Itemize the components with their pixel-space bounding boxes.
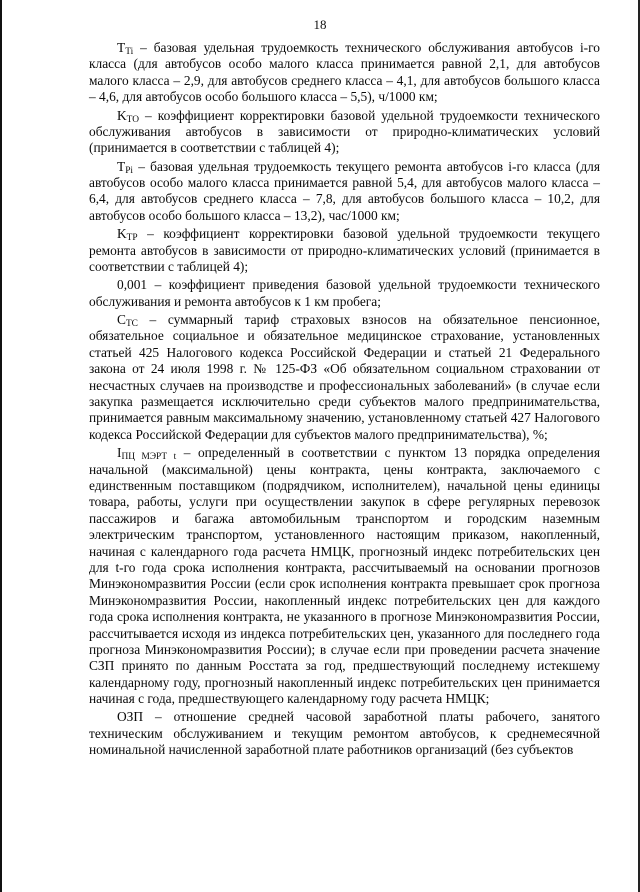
paragraph-k-tp — [89, 226, 600, 275]
symbol: C — [117, 311, 126, 327]
symbol: T — [117, 158, 126, 174]
paragraph-i-pc-mert — [89, 445, 600, 708]
paragraph-t-pi — [89, 159, 600, 225]
symbol-subscript: TC — [125, 318, 138, 329]
symbol: K — [117, 226, 127, 242]
paragraph-coefficient-0001 — [89, 277, 600, 310]
paragraph-c-tc — [89, 312, 600, 443]
document-body — [89, 40, 600, 761]
paragraph-text: – базовая удельная трудоемкость технического обслуживания автобусов i-го класса (для автобусов особо малого класса принимается равной 2,1, для автобусов малого класса – 2,9, для автобусов среднего класса – 4,1, для автобусов большого класса – 4,6, для автобусов особо большого класса – 5,5), ч/1000 км; — [89, 40, 600, 105]
paragraph-text: 0,001 – коэффициент приведения базовой удельной трудоемкости технического обслуживания и ремонта автобусов к 1 км пробега; — [89, 277, 600, 309]
symbol: K — [117, 107, 127, 123]
paragraph-text: ОЗП – отношение средней часовой заработной платы рабочего, занятого техническим обслуживанием и текущим ремонтом автобусов, к среднемесячной номинальной начисленной заработной плате работников организаций (без субъектов — [89, 709, 600, 758]
paragraph-text: – определенный в соответствии с пунктом 13 порядка определения начальной (максимальной) цены контракта, цены контракта, заключаемого с единственным поставщиком (подрядчиком, исполнителем), начальной цены единицы товара, работы, услуги при осуществлении закупок в сфере регулярных перевозок пассажиров и багажа автомобильным транспортом и городским наземным электрическим транспортом, установленного настоящим приказом, накопленный, начиная с календарного года расчета НМЦК, прогнозный индекс потребительских цен для t-го года срока исполнения контракта, рассчитываемый на основании прогнозов Минэкономразвития России (если срок исполнения контракта превышает срок прогноза Минэкономразвития России, накопленный индекс потребительских цен для каждого года срока исполнения контракта, не указанного в прогнозе Минэкономразвития России, рассчитывается исходя из индекса потребительских цен, указанного для последнего года прогноза Минэкономразвития России); в случае если при проведении расчета значение СЗП принято по данным Росстата за год, предшествующий последнему истекшему календарному году, прогнозный накопленный индекс потребительских цен принимается начиная с года, предшествующего календарному году расчета НМЦК; — [89, 445, 600, 707]
symbol-subscript: Pi — [125, 165, 134, 176]
symbol: I — [117, 445, 122, 461]
paragraph-text: – базовая удельная трудоемкость текущего ремонта автобусов i-го класса (для автобусов особо малого класса принимается равной 5,4, для автобусов малого класса – 6,4, для автобусов среднего класса – 7,8, для автобусов большого класса – 10,2, для автобусов особо большого класса – 13,2), час/1000 км; — [89, 158, 600, 223]
symbol-subscript: Ti — [125, 47, 134, 57]
paragraph-t-ti — [89, 40, 600, 106]
paragraph-text: – коэффициент корректировки базовой удельной трудоемкости текущего ремонта автобусов в зависимости от природно-климатических условий (принимается в соответствии с таблицей 4); — [89, 226, 600, 274]
symbol: T — [117, 40, 126, 55]
page-number: 18 — [313, 17, 327, 32]
symbol-subscript: TP — [126, 233, 138, 244]
paragraph-k-to — [89, 108, 600, 157]
paragraph-text: – коэффициент корректировки базовой удельной трудоемкости технического обслуживания автобусов в зависимости от природно-климатических условий (принимается в соответствии с таблицей 4); — [89, 107, 600, 156]
paragraph-text: – суммарный тариф страховых взносов на обязательное пенсионное, обязательное социальное и обязательное медицинское страхование, установленных статьей 425 Налогового кодекса Российской Федерации и статьей 21 Федерального закона от 24 июля 1998 г. № 125-ФЗ «Об обязательном социальном страховании от несчастных случаев на производстве и профессиональных заболеваний» (в случае если закупка размещается исключительно среди субъектов малого предпринимательства, принимается равным максимальному значению, установленному статьей 427 Налогового кодекса Российской Федерации для субъектов малого предпринимательства), %; — [89, 311, 600, 442]
paragraph-ozp — [89, 709, 600, 758]
symbol-subscript: ПЦ МЭРТ t — [121, 452, 177, 463]
symbol-subscript: TO — [126, 114, 139, 125]
